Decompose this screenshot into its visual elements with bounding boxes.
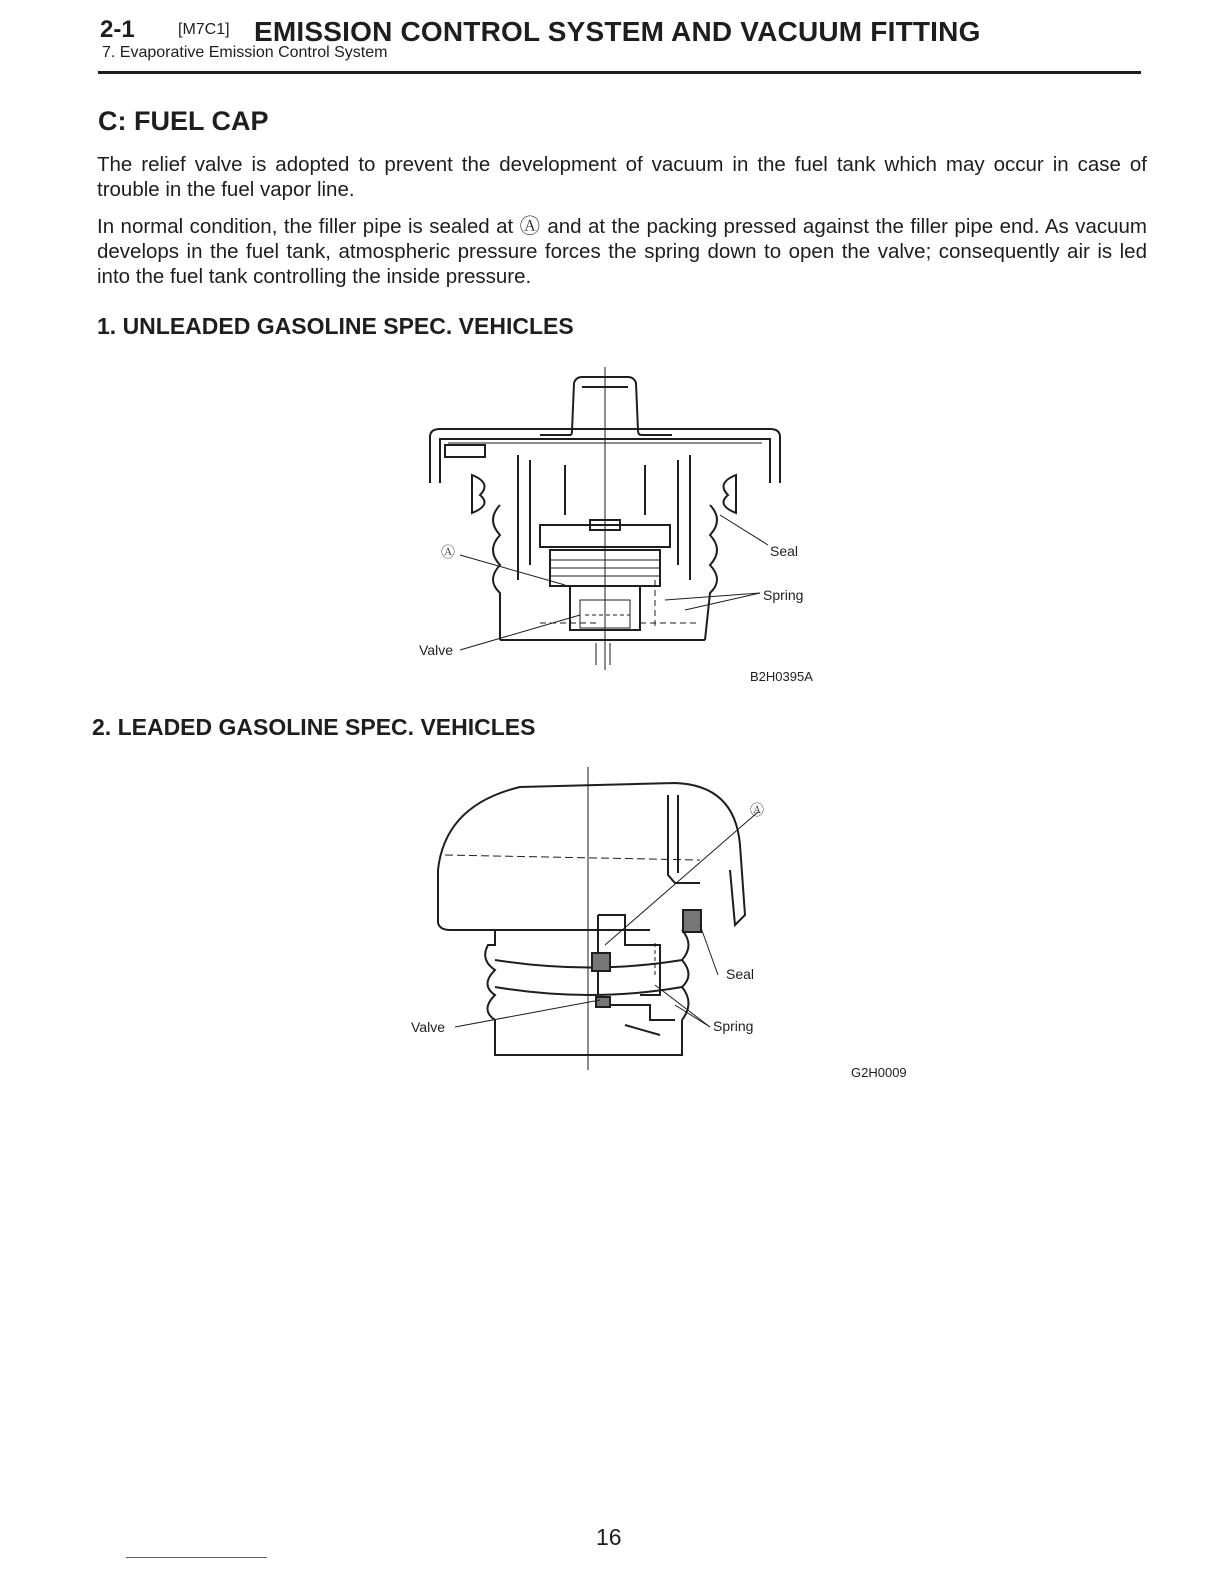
footer-line	[126, 1557, 267, 1558]
figure1-code: B2H0395A	[750, 669, 813, 684]
figure2-label-seal: Seal	[726, 966, 755, 982]
figure1-label-spring: Spring	[763, 587, 804, 603]
figure1-unleaded-fuel-cap-diagram	[400, 365, 840, 685]
figure2-label-spring: Spring	[713, 1018, 754, 1034]
figure2-label-valve: Valve	[411, 1019, 445, 1035]
figure1-label-seal: Seal	[770, 543, 799, 559]
page-number: 16	[596, 1524, 622, 1550]
paragraph-1: The relief valve is adopted to prevent the development of vacuum in the fuel tank which may occur in case of trouble in the fuel vapor line.	[97, 153, 1147, 201]
page-title: EMISSION CONTROL SYSTEM AND VACUUM FITTING	[254, 16, 981, 47]
figure2-code: G2H0009	[851, 1065, 907, 1080]
figure1-label-valve: Valve	[419, 642, 453, 658]
figure2-heading: 2. LEADED GASOLINE SPEC. VEHICLES	[92, 714, 536, 740]
section-number: 2-1	[100, 16, 135, 43]
paragraph-2: In normal condition, the filler pipe is sealed at Ⓐ and at the packing pressed against the filler pipe end. As vacuum develops in the fuel tank, atmospheric pressure forces the spring down to open the valve; consequently air is led into the fuel tank controlling the inside pressure.	[97, 215, 1147, 288]
figure1-label-a: Ⓐ	[441, 544, 455, 560]
figure2-leaded-fuel-cap-diagram	[400, 765, 930, 1085]
page-subtitle: 7. Evaporative Emission Control System	[102, 44, 388, 61]
figure2-label-a: Ⓐ	[750, 802, 764, 818]
header-divider	[98, 71, 1141, 74]
figure1-heading: 1. UNLEADED GASOLINE SPEC. VEHICLES	[97, 313, 574, 339]
section-title: C: FUEL CAP	[98, 106, 269, 136]
section-code: [M7C1]	[178, 21, 230, 38]
